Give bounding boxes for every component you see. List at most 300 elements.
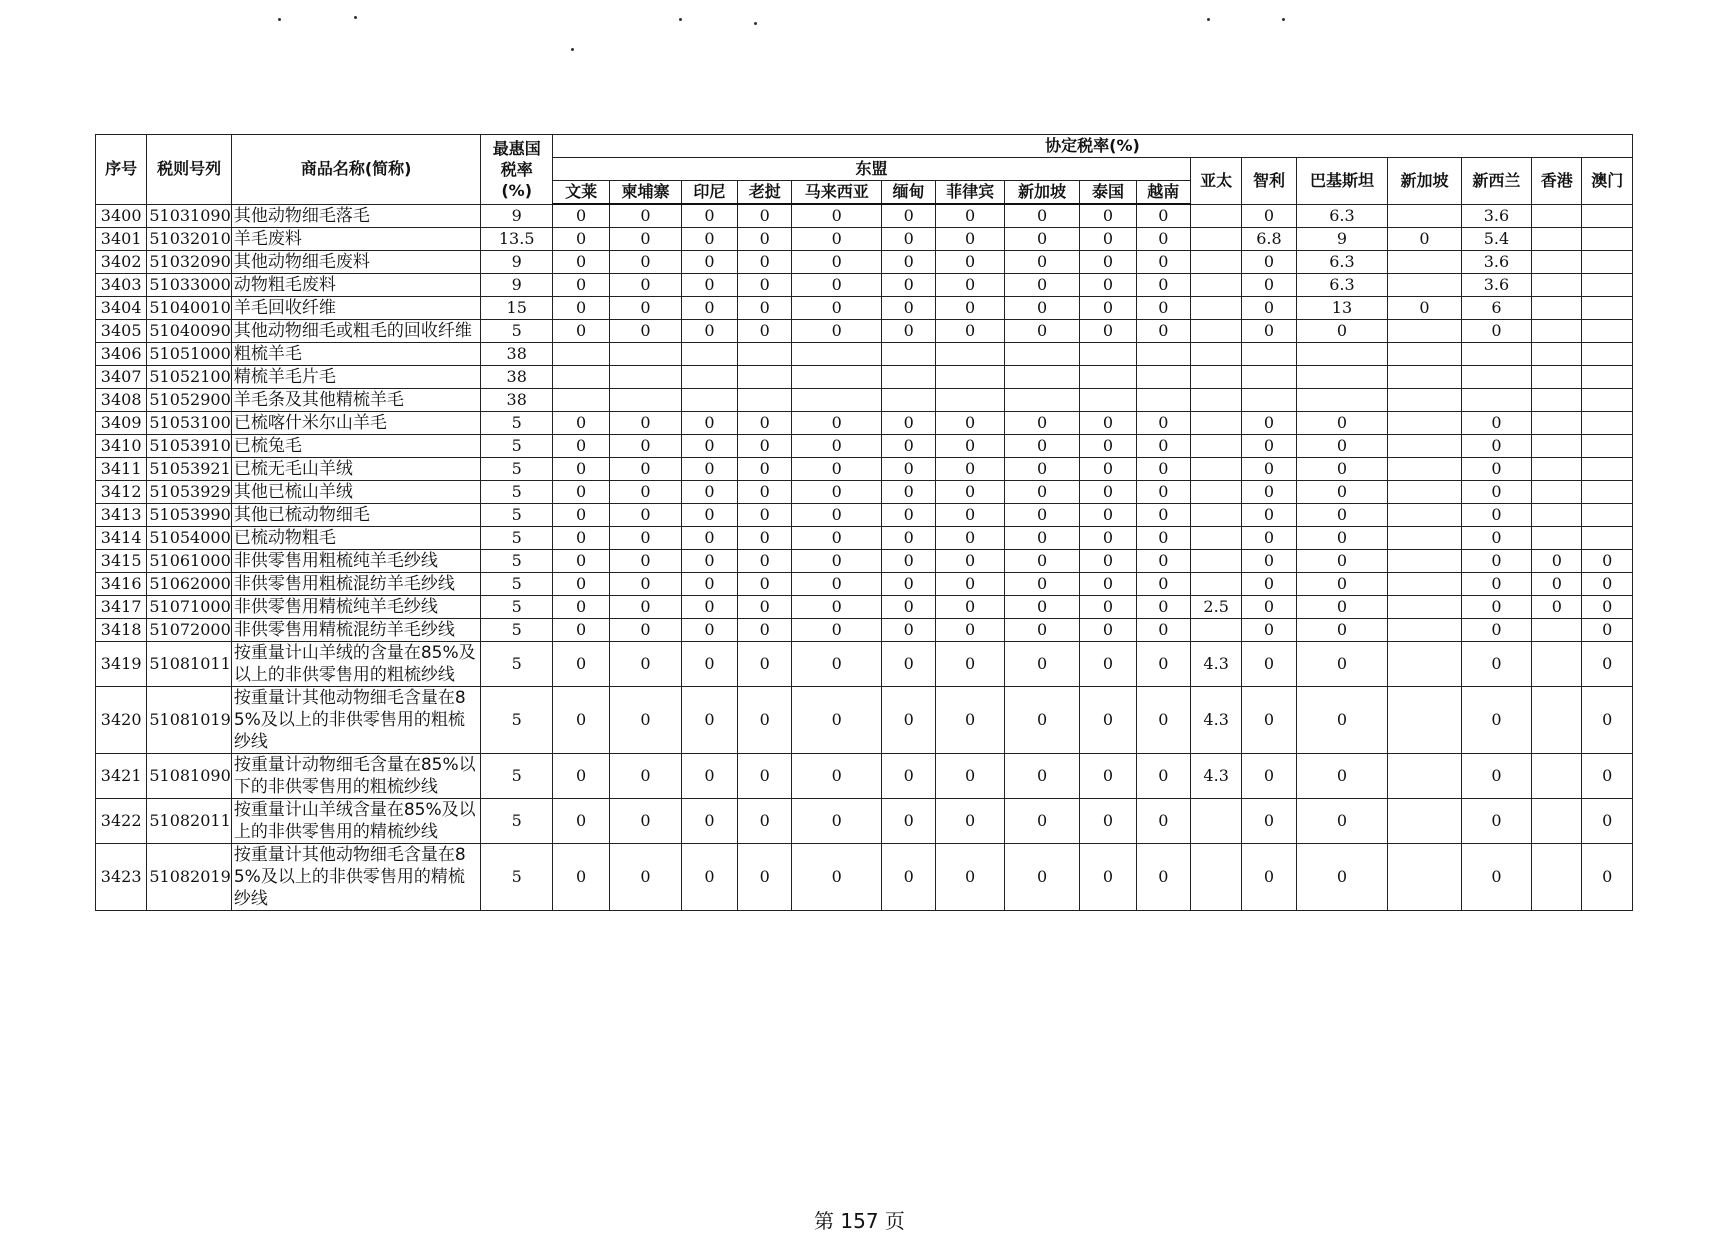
row-other-rate: [1532, 458, 1582, 481]
row-asean-rate: 0: [882, 619, 936, 642]
row-asean-rate: 0: [552, 204, 609, 228]
row-other-rate: 0: [1296, 504, 1388, 527]
row-asean-rate: 0: [792, 251, 882, 274]
row-asean-rate: 0: [552, 458, 609, 481]
row-asean-rate: [1004, 389, 1079, 412]
row-mfn-rate: 13.5: [481, 228, 552, 251]
row-asean-rate: 0: [936, 412, 1004, 435]
row-asean-rate: [1080, 366, 1136, 389]
row-asean-rate: 0: [1136, 754, 1190, 799]
row-other-rate: 0: [1242, 204, 1296, 228]
row-asean-rate: 0: [936, 481, 1004, 504]
row-other-rate: [1388, 458, 1461, 481]
row-other-rate: [1190, 274, 1241, 297]
row-asean-rate: 0: [1004, 527, 1079, 550]
scan-speck: [1207, 18, 1210, 21]
row-other-rate: 13: [1296, 297, 1388, 320]
row-other-rate: 0: [1242, 274, 1296, 297]
page-number: 第 157 页: [814, 1209, 905, 1233]
row-other-rate: 3.6: [1461, 274, 1531, 297]
row-asean-rate: 0: [610, 754, 681, 799]
row-asean-rate: 0: [738, 458, 792, 481]
row-asean-rate: 0: [792, 642, 882, 687]
scan-speck: [679, 18, 682, 21]
scan-speck: [354, 16, 357, 19]
row-other-rate: 0: [1582, 799, 1633, 844]
row-asean-rate: 0: [738, 251, 792, 274]
row-other-rate: 0: [1242, 527, 1296, 550]
scan-speck: [571, 48, 574, 51]
row-other-rate: [1190, 366, 1241, 389]
header-other: 香港: [1532, 158, 1582, 205]
row-other-rate: 0: [1242, 504, 1296, 527]
row-other-rate: [1582, 320, 1633, 343]
row-other-rate: [1532, 754, 1582, 799]
row-asean-rate: 0: [792, 687, 882, 754]
row-asean-rate: 0: [681, 844, 737, 911]
row-other-rate: 6: [1461, 297, 1531, 320]
row-asean-rate: 0: [1004, 204, 1079, 228]
row-asean-rate: 0: [1004, 642, 1079, 687]
row-asean-rate: 0: [1080, 458, 1136, 481]
row-asean-rate: 0: [552, 297, 609, 320]
row-other-rate: [1190, 251, 1241, 274]
row-seq: 3420: [96, 687, 147, 754]
row-other-rate: 0: [1461, 458, 1531, 481]
row-other-rate: 0: [1242, 251, 1296, 274]
row-asean-rate: 0: [552, 642, 609, 687]
row-asean-rate: 0: [738, 754, 792, 799]
header-other: 新加坡: [1388, 158, 1461, 205]
table-row: [96, 412, 1633, 435]
header-asean-member: 泰国: [1080, 181, 1136, 205]
row-product-name: 羊毛废料: [231, 228, 481, 251]
row-asean-rate: 0: [936, 458, 1004, 481]
row-asean-rate: 0: [1004, 297, 1079, 320]
row-asean-rate: 0: [936, 754, 1004, 799]
row-product-name: 其他已梳山羊绒: [231, 481, 481, 504]
row-hs-code: 51031090: [147, 204, 232, 228]
row-other-rate: [1190, 343, 1241, 366]
row-asean-rate: 0: [552, 754, 609, 799]
header-asean-member: 新加坡: [1004, 181, 1079, 205]
row-other-rate: [1532, 527, 1582, 550]
row-seq: 3400: [96, 204, 147, 228]
table-row: [96, 550, 1633, 573]
row-asean-rate: 0: [1136, 573, 1190, 596]
row-asean-rate: 0: [1080, 251, 1136, 274]
row-asean-rate: [1136, 343, 1190, 366]
row-product-name: 动物粗毛废料: [231, 274, 481, 297]
row-seq: 3404: [96, 297, 147, 320]
row-asean-rate: 0: [610, 550, 681, 573]
row-asean-rate: 0: [552, 527, 609, 550]
row-other-rate: 0: [1296, 799, 1388, 844]
row-asean-rate: 0: [1080, 687, 1136, 754]
row-asean-rate: 0: [610, 527, 681, 550]
row-other-rate: [1582, 228, 1633, 251]
row-asean-rate: 0: [552, 799, 609, 844]
row-other-rate: 0: [1242, 754, 1296, 799]
row-asean-rate: 0: [882, 687, 936, 754]
row-other-rate: [1582, 343, 1633, 366]
row-asean-rate: [681, 366, 737, 389]
row-other-rate: [1532, 204, 1582, 228]
row-mfn-rate: 5: [481, 458, 552, 481]
header-mfn-rate: [481, 135, 552, 205]
table-row: [96, 366, 1633, 389]
row-other-rate: 0: [1242, 320, 1296, 343]
row-asean-rate: 0: [936, 642, 1004, 687]
row-hs-code: 51052100: [147, 366, 232, 389]
row-other-rate: 4.3: [1190, 687, 1241, 754]
row-asean-rate: 0: [792, 274, 882, 297]
row-other-rate: 4.3: [1190, 754, 1241, 799]
row-asean-rate: 0: [882, 251, 936, 274]
row-product-name: 粗梳羊毛: [231, 343, 481, 366]
row-other-rate: [1388, 343, 1461, 366]
row-asean-rate: [681, 343, 737, 366]
row-other-rate: [1190, 228, 1241, 251]
row-hs-code: 51061000: [147, 550, 232, 573]
header-row-1: [96, 135, 1633, 158]
row-other-rate: 0: [1296, 481, 1388, 504]
row-other-rate: [1388, 389, 1461, 412]
row-asean-rate: 0: [1004, 274, 1079, 297]
row-other-rate: [1532, 642, 1582, 687]
row-asean-rate: 0: [681, 204, 737, 228]
row-other-rate: [1296, 366, 1388, 389]
row-other-rate: 0: [1388, 228, 1461, 251]
row-product-name: 其他动物细毛或粗毛的回收纤维: [231, 320, 481, 343]
row-asean-rate: 0: [1136, 596, 1190, 619]
row-asean-rate: 0: [738, 274, 792, 297]
row-other-rate: [1532, 366, 1582, 389]
row-asean-rate: 0: [610, 251, 681, 274]
row-asean-rate: 0: [882, 754, 936, 799]
row-asean-rate: 0: [882, 274, 936, 297]
row-asean-rate: 0: [882, 435, 936, 458]
row-asean-rate: 0: [792, 204, 882, 228]
table-row: [96, 844, 1633, 911]
row-mfn-rate: 9: [481, 274, 552, 297]
row-other-rate: [1190, 297, 1241, 320]
row-asean-rate: 0: [1080, 754, 1136, 799]
row-other-rate: [1388, 687, 1461, 754]
row-other-rate: 0: [1242, 458, 1296, 481]
row-other-rate: [1388, 504, 1461, 527]
table-row: [96, 320, 1633, 343]
row-asean-rate: [936, 389, 1004, 412]
row-asean-rate: 0: [792, 435, 882, 458]
row-other-rate: 3.6: [1461, 204, 1531, 228]
row-asean-rate: 0: [1004, 504, 1079, 527]
row-hs-code: 51033000: [147, 274, 232, 297]
row-hs-code: 51082019: [147, 844, 232, 911]
row-asean-rate: 0: [936, 687, 1004, 754]
row-other-rate: [1582, 389, 1633, 412]
row-product-name: 已梳动物粗毛: [231, 527, 481, 550]
row-asean-rate: 0: [1136, 481, 1190, 504]
row-other-rate: 0: [1461, 687, 1531, 754]
row-asean-rate: 0: [1080, 844, 1136, 911]
row-hs-code: 51062000: [147, 573, 232, 596]
row-other-rate: [1296, 343, 1388, 366]
row-asean-rate: 0: [1004, 596, 1079, 619]
row-asean-rate: 0: [882, 642, 936, 687]
table-row: [96, 619, 1633, 642]
row-asean-rate: 0: [552, 844, 609, 911]
row-product-name: 羊毛条及其他精梳羊毛: [231, 389, 481, 412]
row-asean-rate: 0: [882, 458, 936, 481]
row-other-rate: 0: [1296, 550, 1388, 573]
row-asean-rate: 0: [792, 619, 882, 642]
row-asean-rate: [1136, 389, 1190, 412]
row-other-rate: 0: [1242, 573, 1296, 596]
row-asean-rate: [882, 343, 936, 366]
row-other-rate: 0: [1242, 481, 1296, 504]
row-hs-code: 51081019: [147, 687, 232, 754]
row-hs-code: 51054000: [147, 527, 232, 550]
row-other-rate: [1388, 481, 1461, 504]
row-asean-rate: 0: [738, 573, 792, 596]
row-asean-rate: 0: [681, 550, 737, 573]
row-other-rate: [1532, 687, 1582, 754]
row-seq: 3413: [96, 504, 147, 527]
row-asean-rate: 0: [882, 504, 936, 527]
row-seq: 3414: [96, 527, 147, 550]
header-other: 智利: [1242, 158, 1296, 205]
row-mfn-rate: 38: [481, 343, 552, 366]
header-product-name: 商品名称(简称): [231, 135, 481, 205]
row-asean-rate: 0: [936, 320, 1004, 343]
tariff-table: [95, 134, 1633, 911]
row-asean-rate: 0: [882, 204, 936, 228]
row-other-rate: 0: [1242, 412, 1296, 435]
row-asean-rate: [552, 343, 609, 366]
row-hs-code: 51052900: [147, 389, 232, 412]
row-other-rate: [1532, 251, 1582, 274]
row-asean-rate: 0: [882, 320, 936, 343]
row-asean-rate: 0: [610, 619, 681, 642]
row-asean-rate: 0: [882, 844, 936, 911]
row-asean-rate: 0: [610, 687, 681, 754]
row-product-name: 按重量计其他动物细毛含量在85%及以上的非供零售用的粗梳纱线: [231, 687, 481, 754]
header-asean-member: 老挝: [738, 181, 792, 205]
row-asean-rate: 0: [738, 504, 792, 527]
row-other-rate: [1190, 799, 1241, 844]
row-other-rate: [1582, 458, 1633, 481]
row-asean-rate: 0: [1080, 297, 1136, 320]
row-asean-rate: [1136, 366, 1190, 389]
row-asean-rate: 0: [681, 274, 737, 297]
header-asean: 东盟: [552, 158, 1190, 181]
row-other-rate: [1532, 619, 1582, 642]
row-other-rate: [1388, 527, 1461, 550]
row-asean-rate: 0: [1136, 619, 1190, 642]
row-asean-rate: 0: [882, 550, 936, 573]
row-asean-rate: 0: [1004, 754, 1079, 799]
row-other-rate: [1388, 642, 1461, 687]
row-asean-rate: 0: [738, 297, 792, 320]
row-asean-rate: 0: [552, 596, 609, 619]
table-row: [96, 596, 1633, 619]
row-asean-rate: 0: [610, 504, 681, 527]
row-asean-rate: 0: [552, 228, 609, 251]
row-asean-rate: 0: [610, 844, 681, 911]
row-asean-rate: 0: [1136, 527, 1190, 550]
row-other-rate: [1388, 320, 1461, 343]
row-mfn-rate: 9: [481, 251, 552, 274]
row-seq: 3407: [96, 366, 147, 389]
row-hs-code: 51053100: [147, 412, 232, 435]
row-hs-code: 51081090: [147, 754, 232, 799]
row-product-name: 已梳无毛山羊绒: [231, 458, 481, 481]
row-other-rate: [1461, 343, 1531, 366]
row-asean-rate: 0: [738, 228, 792, 251]
row-other-rate: 0: [1461, 844, 1531, 911]
row-product-name: 非供零售用粗梳混纺羊毛纱线: [231, 573, 481, 596]
row-hs-code: 51032090: [147, 251, 232, 274]
row-other-rate: 0: [1388, 297, 1461, 320]
row-asean-rate: 0: [610, 458, 681, 481]
row-asean-rate: 0: [936, 799, 1004, 844]
row-other-rate: [1582, 297, 1633, 320]
row-asean-rate: 0: [882, 596, 936, 619]
row-asean-rate: 0: [792, 458, 882, 481]
row-other-rate: [1532, 799, 1582, 844]
row-other-rate: 0: [1242, 687, 1296, 754]
row-seq: 3412: [96, 481, 147, 504]
row-hs-code: 51053929: [147, 481, 232, 504]
row-asean-rate: 0: [792, 844, 882, 911]
row-asean-rate: 0: [738, 527, 792, 550]
row-asean-rate: 0: [936, 573, 1004, 596]
table-row: [96, 527, 1633, 550]
row-mfn-rate: 5: [481, 799, 552, 844]
row-mfn-rate: 5: [481, 754, 552, 799]
row-asean-rate: 0: [936, 228, 1004, 251]
row-asean-rate: 0: [738, 412, 792, 435]
row-asean-rate: 0: [936, 274, 1004, 297]
row-hs-code: 51040010: [147, 297, 232, 320]
row-asean-rate: 0: [882, 481, 936, 504]
row-other-rate: 0: [1582, 687, 1633, 754]
header-asean-member: 越南: [1136, 181, 1190, 205]
row-seq: 3410: [96, 435, 147, 458]
row-asean-rate: 0: [936, 251, 1004, 274]
row-product-name: 按重量计山羊绒含量在85%及以上的非供零售用的精梳纱线: [231, 799, 481, 844]
row-seq: 3401: [96, 228, 147, 251]
row-other-rate: 0: [1242, 799, 1296, 844]
row-other-rate: [1532, 297, 1582, 320]
table-row: [96, 343, 1633, 366]
row-asean-rate: 0: [552, 251, 609, 274]
row-asean-rate: 0: [610, 297, 681, 320]
row-asean-rate: 0: [1004, 412, 1079, 435]
row-asean-rate: 0: [610, 573, 681, 596]
row-mfn-rate: 5: [481, 619, 552, 642]
row-asean-rate: 0: [936, 504, 1004, 527]
row-other-rate: [1388, 596, 1461, 619]
row-other-rate: [1190, 458, 1241, 481]
row-asean-rate: [936, 366, 1004, 389]
row-other-rate: [1388, 204, 1461, 228]
table-row: [96, 228, 1633, 251]
row-mfn-rate: 5: [481, 320, 552, 343]
row-mfn-rate: 5: [481, 573, 552, 596]
row-asean-rate: 0: [1136, 550, 1190, 573]
row-product-name: 按重量计动物细毛含量在85%以下的非供零售用的粗梳纱线: [231, 754, 481, 799]
row-asean-rate: 0: [610, 274, 681, 297]
header-asean-member: 马来西亚: [792, 181, 882, 205]
row-other-rate: [1532, 343, 1582, 366]
row-asean-rate: [610, 366, 681, 389]
row-asean-rate: 0: [792, 754, 882, 799]
row-other-rate: 0: [1461, 481, 1531, 504]
row-other-rate: [1532, 435, 1582, 458]
row-asean-rate: 0: [1080, 573, 1136, 596]
row-asean-rate: 0: [1136, 458, 1190, 481]
row-asean-rate: 0: [936, 297, 1004, 320]
row-seq: 3403: [96, 274, 147, 297]
row-hs-code: 51053910: [147, 435, 232, 458]
row-asean-rate: 0: [1004, 458, 1079, 481]
row-hs-code: 51072000: [147, 619, 232, 642]
row-mfn-rate: 38: [481, 389, 552, 412]
row-seq: 3409: [96, 412, 147, 435]
row-other-rate: [1388, 573, 1461, 596]
row-asean-rate: [552, 366, 609, 389]
row-asean-rate: 0: [1080, 527, 1136, 550]
row-asean-rate: 0: [936, 435, 1004, 458]
row-asean-rate: 0: [1080, 228, 1136, 251]
row-other-rate: 2.5: [1190, 596, 1241, 619]
row-other-rate: [1190, 527, 1241, 550]
header-hs-code: 税则号列: [147, 135, 232, 205]
row-other-rate: [1190, 435, 1241, 458]
row-other-rate: 0: [1461, 412, 1531, 435]
row-other-rate: 0: [1296, 687, 1388, 754]
row-product-name: 非供零售用精梳纯羊毛纱线: [231, 596, 481, 619]
row-asean-rate: 0: [1136, 799, 1190, 844]
row-asean-rate: [792, 366, 882, 389]
row-mfn-rate: 5: [481, 550, 552, 573]
table-row: [96, 642, 1633, 687]
row-other-rate: 0: [1461, 642, 1531, 687]
row-asean-rate: 0: [681, 573, 737, 596]
row-asean-rate: 0: [552, 573, 609, 596]
row-other-rate: 0: [1296, 527, 1388, 550]
row-asean-rate: 0: [936, 527, 1004, 550]
row-other-rate: 4.3: [1190, 642, 1241, 687]
row-asean-rate: 0: [936, 619, 1004, 642]
row-product-name: 按重量计山羊绒的含量在85%及以上的非供零售用的粗梳纱线: [231, 642, 481, 687]
header-seq: 序号: [96, 135, 147, 205]
row-asean-rate: 0: [738, 799, 792, 844]
row-asean-rate: 0: [1136, 642, 1190, 687]
row-asean-rate: 0: [681, 481, 737, 504]
row-asean-rate: 0: [610, 481, 681, 504]
row-seq: 3418: [96, 619, 147, 642]
row-asean-rate: [1004, 366, 1079, 389]
row-asean-rate: 0: [681, 297, 737, 320]
table-row: [96, 251, 1633, 274]
row-product-name: 其他动物细毛落毛: [231, 204, 481, 228]
row-other-rate: [1532, 320, 1582, 343]
row-asean-rate: 0: [681, 228, 737, 251]
scan-speck: [278, 18, 281, 21]
